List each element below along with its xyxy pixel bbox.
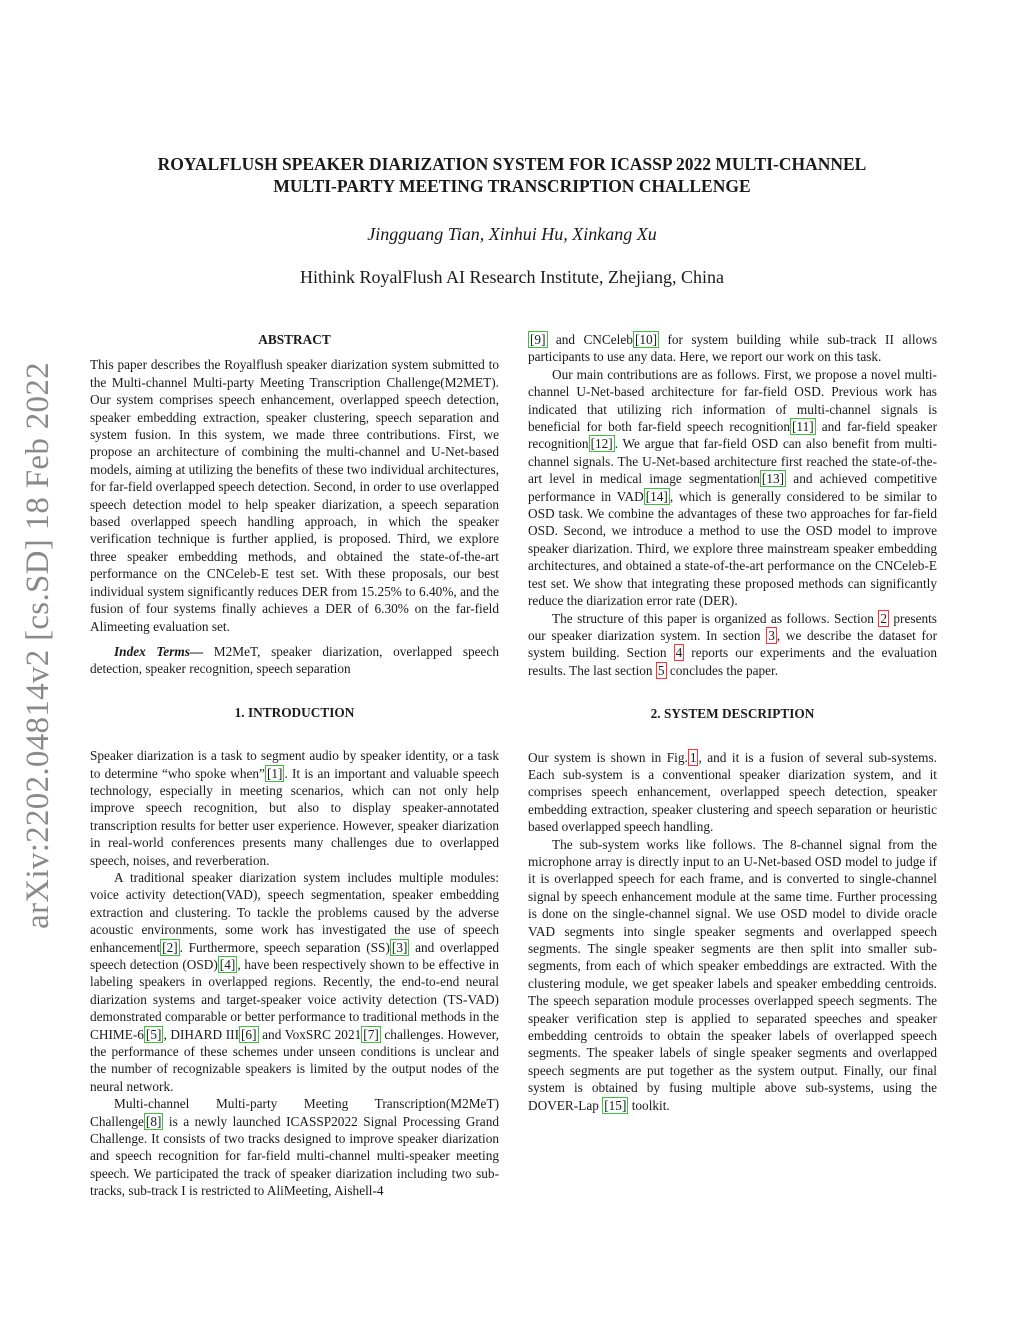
abstract-heading: ABSTRACT [258, 332, 331, 347]
intro-paragraph-1: Speaker diarization is a task to segment audio by speaker identity, or a task to determine “who spoke when” [1] . It is an important and valuable speech technology, especially in meeting scenarios, which can not only help improve speech recognition, but also to display speaker-annotated transcription results for better user experience. However, speaker diarization in real-world conferences presents many challenges due to overlapped speech, noises, and reverberation. [90, 748, 499, 868]
system-paragraph-1: Our system is shown in Fig. 1 , and it is a fusion of several sub-systems. Each sub-system is a conventional speaker diarization system, and it comprises speech enhancement, overlapped speech detection, speaker embedding extraction, speaker clustering and speech separation or heuristic based overlapped speech handling. [528, 749, 937, 835]
intro-paragraph-2: A traditional speaker diarization system includes multiple modules: voice activity detection(VAD), speech segmentation, speaker embedding extraction and clustering. To tackle the problems caused by the adverse acoustic environments, some work has investigated the use of speech enhancement [2] . Furthermore, speech separation (SS) [3] and overlapped speech detection (OSD) [4] , have been respectively shown to be effective in labeling speakers in overlapped regions. Recently, the end-to-end neural diarization systems and target-speaker voice activity detection (TS-VAD) demonstrated comparable or better performance to traditional methods in the CHIME-6 [5] , DIHARD III [6] and VoxSRC 2021 [7] challenges. However, the performance of these schemes under unseen conditions is unclear and the number of recognizable speakers is limited by the output nodes of the neural network. [90, 869, 499, 1094]
intro-paragraph-3-continued: [9] and CNCeleb [10] for system building while sub-track II allows participants to use any data. Here, we report our work on this task. [528, 332, 937, 365]
affiliation: Hithink RoyalFlush AI Research Institute, Zhejiang, China [300, 267, 724, 287]
arxiv-identifier-text: arXiv:2202.04814v2 [cs.SD] 18 Feb 2022 [19, 361, 56, 929]
section-ref-link[interactable]: 4 [675, 645, 683, 661]
citation-link[interactable]: [5] [145, 1026, 162, 1042]
title-line-2: MULTI-PARTY MEETING TRANSCRIPTION CHALLENGE [273, 176, 751, 196]
citation-link[interactable]: [8] [145, 1113, 162, 1129]
section-ref-link[interactable]: 5 [657, 662, 665, 678]
abstract-text: This paper describes the Royalflush speaker diarization system submitted to the Multi-channel Multi-party Meeting Transcription Challenge(M2MET). Our system comprises speech enhancement, overlapped speech detection, speaker embedding extraction, speaker clustering, speech separation and system fusion. In this system, we made three contributions. First, we propose an architecture of combining the multi-channel and U-Net-based models, aiming at utilizing the benefits of these two individual architectures, for far-field overlapped speech detection. Second, in order to use overlapped speech detection model to help speaker diarization, a speech separation based overlapped speech handling approach, in which the speaker verification technique is further applied, is proposed. Third, we explore three speaker embedding methods, and obtained the state-of-the-art performance on the CNCeleb-E test set. With these proposals, our best individual system significantly reduces DER from 15.25% to 6.40%, and the fusion of four systems finally achieves a DER of 6.30% on the far-field Alimeeting evaluation set. [90, 357, 499, 634]
figure-ref-link[interactable]: 1 [689, 749, 697, 765]
system-paragraph-2: The sub-system works like follows. The 8-channel signal from the microphone array is directly input to an U-Net-based OSD model to judge if it is overlapped speech for each frame, and is converted to single-channel signal by speech enhancement module at the same time. Further processing is done on the single-channel signal. We use OSD model to divide oracle VAD segments into single speaker segments and overlapped speech segments. The single speaker segments are then split into smaller sub-segments, from each of which speaker embeddings are extracted. With the clustering module, we get speaker labels and speaker embedding centroids. The speech separation module processes overlapped speech segments. The speaker verification step is applied to separated speeches and speaker embedding centroids to obtain the speaker labels of overlapped speech segments. The speaker labels of single speaker segments and overlapped speech segments are put together as the system output. Finally, our final system is obtained by fusing multiple above sub-systems, using the DOVER-Lap [15] toolkit. [528, 836, 937, 1113]
title-line-1: ROYALFLUSH SPEAKER DIARIZATION SYSTEM FOR ICASSP 2022 MULTI-CHANNEL [157, 154, 867, 174]
citation-link[interactable]: [1] [266, 765, 283, 781]
citation-link[interactable]: [2] [162, 939, 178, 955]
intro-paragraph-5: The structure of this paper is organized as follows. Section 2 presents our speaker diarization system. In section 3 , we describe the dataset for system building. Section 4 reports our experiments and the evaluation results. The last section 5 concludes the paper. [528, 610, 937, 678]
section-ref-link[interactable]: 3 [768, 627, 775, 643]
intro-paragraph-3: Multi-channel Multi-party Meeting Transcription(M2MeT) Challenge [8] is a newly launched ICASSP2022 Signal Processing Grand Challenge. It consists of two tracks designed to improve speaker diarization and speech recognition for far-field multi-channel multi-speaker meeting speech. We participated the track of speaker diarization including two sub-tracks, sub-track I is restricted to AliMeeting, Aishell-4 [90, 1096, 499, 1199]
authors: Jingguang Tian, Xinhui Hu, Xinkang Xu [367, 224, 657, 244]
right-column [528, 331, 937, 1114]
section-1-heading: 1. INTRODUCTION [234, 704, 355, 720]
intro-paragraph-4: Our main contributions are as follows. First, we propose a novel multi-channel U-Net-based architecture for far-field OSD. Previous work has indicated that utilizing rich information of multi-channel signals is beneficial for both far-field speech recognition [11] and far-field speaker recognition [12] . We argue that far-field OSD can also benefit from multi-channel signals. The U-Net-based architecture first reached the state-of-the-art level in medical image segmentation [13] and achieved competitive performance in VAD [14] , which is generally considered to be similar to OSD task. We combine the advantages of these two approaches for far-field OSD. Second, we introduce a method to use the OSD model to improve speaker diarization. Third, we explore three mainstream speaker embedding architectures, and obtained a state-of-the-art performance on the CNCeleb-E test set. We show that integrating these proposed methods can significantly reduce the diarization error rate (DER). [528, 366, 938, 609]
index-terms-text: M2MeT, speaker diarization, overlapped speech detection, speaker recognition, speech separation [90, 643, 499, 677]
citation-link[interactable]: [4] [219, 957, 236, 972]
citation-link[interactable]: [15] [604, 1097, 627, 1113]
left-column [90, 331, 499, 1200]
citation-link[interactable]: [13] [761, 471, 785, 487]
citation-link[interactable]: [3] [391, 939, 408, 955]
section-2-heading: 2. SYSTEM DESCRIPTION [650, 706, 815, 722]
citation-link[interactable]: [7] [363, 1026, 379, 1042]
citation-link[interactable]: [9] [530, 332, 546, 347]
paper-title [80, 153, 944, 197]
arxiv-identifier [18, 345, 58, 945]
citation-link[interactable]: [6] [241, 1026, 257, 1042]
section-ref-link[interactable]: 2 [880, 610, 887, 626]
index-terms-label: Index Terms— [114, 643, 204, 659]
citation-link[interactable]: [12] [590, 436, 613, 452]
index-terms [90, 643, 499, 678]
citation-link[interactable]: [14] [645, 488, 668, 504]
citation-link[interactable]: [10] [634, 332, 658, 347]
citation-link[interactable]: [11] [792, 419, 814, 435]
